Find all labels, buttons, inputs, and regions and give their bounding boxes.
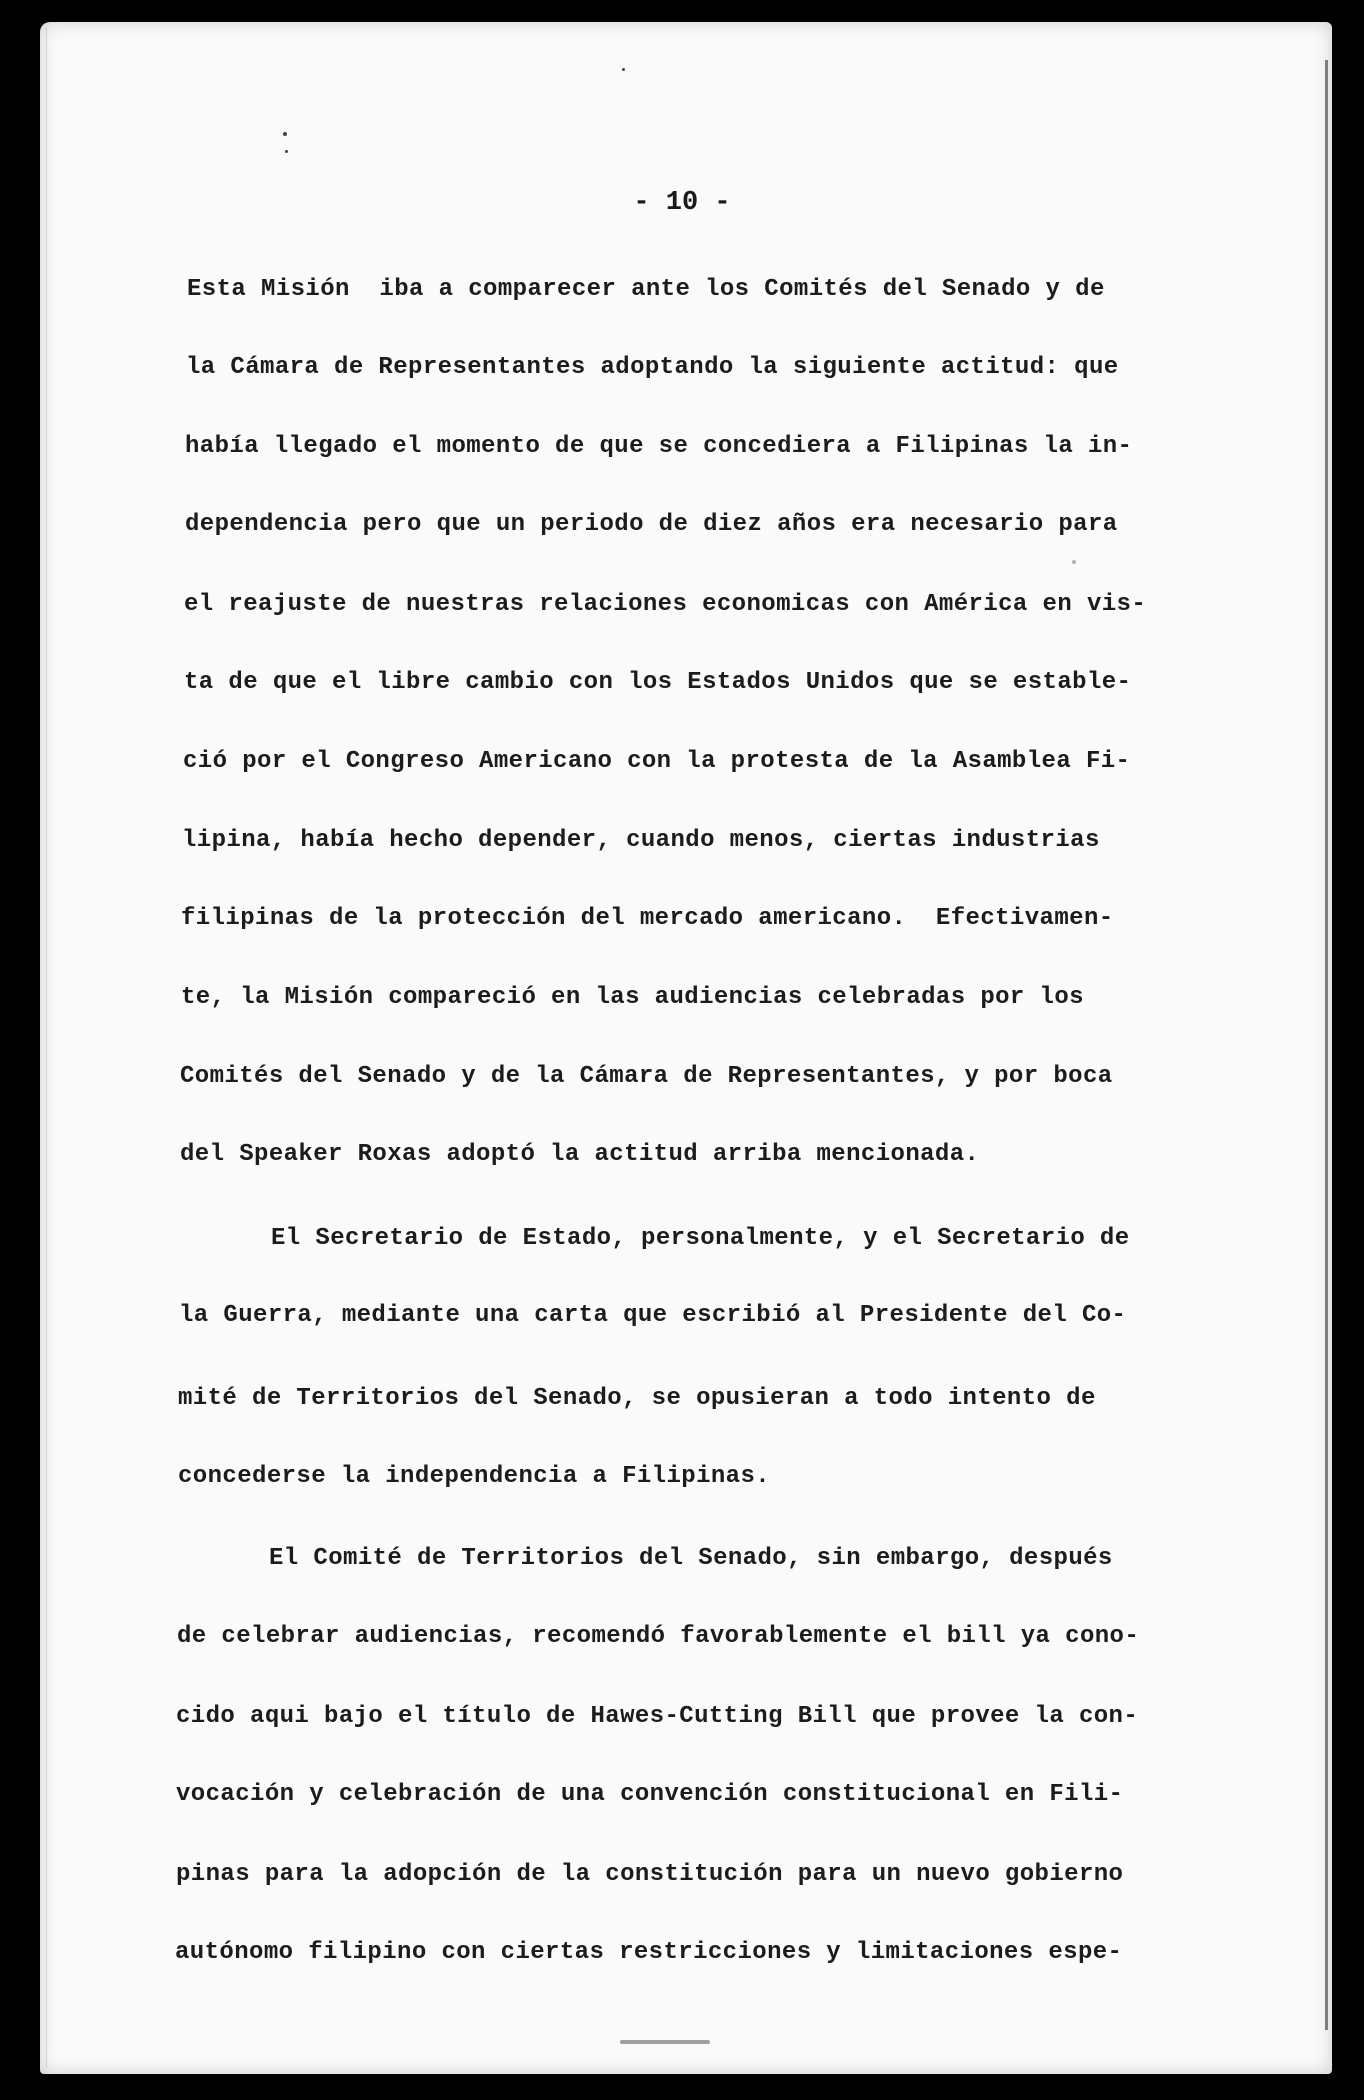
text-line: ta de que el libre cambio con los Estados Unidos que se estable-: [184, 669, 1132, 696]
text-line: te, la Misión compareció en las audiencias celebradas por los: [181, 984, 1084, 1011]
scan-speck: [1072, 560, 1076, 564]
text-line: mité de Territorios del Senado, se opusieran a todo intento de: [178, 1385, 1096, 1412]
scan-speck: [622, 68, 625, 71]
text-line: la Cámara de Representantes adoptando la siguiente actitud: que: [186, 354, 1119, 381]
text-line: Comités del Senado y de la Cámara de Representantes, y por boca: [180, 1063, 1113, 1090]
text-line: el reajuste de nuestras relaciones economicas con América en vis-: [184, 591, 1147, 618]
text-line: autónomo filipino con ciertas restricciones y limitaciones espe-: [175, 1939, 1123, 1966]
text-line: El Comité de Territorios del Senado, sin embargo, después: [269, 1545, 1113, 1572]
text-line: ció por el Congreso Americano con la protesta de la Asamblea Fi-: [183, 748, 1131, 775]
scan-speck: [620, 2040, 710, 2044]
text-line: lipina, había hecho depender, cuando menos, ciertas industrias: [182, 827, 1100, 854]
text-line: vocación y celebración de una convención constitucional en Fili-: [176, 1781, 1124, 1808]
text-line: había llegado el momento de que se concediera a Filipinas la in-: [185, 433, 1133, 460]
page-edge: [1325, 60, 1328, 2030]
scan-speck: [285, 150, 288, 153]
text-line: Esta Misión iba a comparecer ante los Comités del Senado y de: [187, 276, 1105, 303]
typewritten-page: [40, 22, 1332, 2074]
text-line: El Secretario de Estado, personalmente, y el Secretario de: [271, 1225, 1130, 1252]
text-line: de celebrar audiencias, recomendó favorablemente el bill ya cono-: [177, 1623, 1140, 1650]
text-line: concederse la independencia a Filipinas.: [178, 1463, 771, 1490]
text-line: la Guerra, mediante una carta que escribió al Presidente del Co-: [179, 1302, 1127, 1329]
text-line: del Speaker Roxas adoptó la actitud arriba mencionada.: [180, 1141, 980, 1168]
text-line: cido aqui bajo el título de Hawes-Cutting Bill que provee la con-: [176, 1703, 1139, 1730]
text-line: dependencia pero que un periodo de diez años era necesario para: [185, 511, 1118, 538]
text-line: filipinas de la protección del mercado americano. Efectivamen-: [181, 905, 1114, 932]
scan-speck: [283, 132, 287, 136]
text-line: pinas para la adopción de la constitución para un nuevo gobierno: [176, 1861, 1124, 1888]
page-number: - 10 -: [633, 188, 731, 218]
